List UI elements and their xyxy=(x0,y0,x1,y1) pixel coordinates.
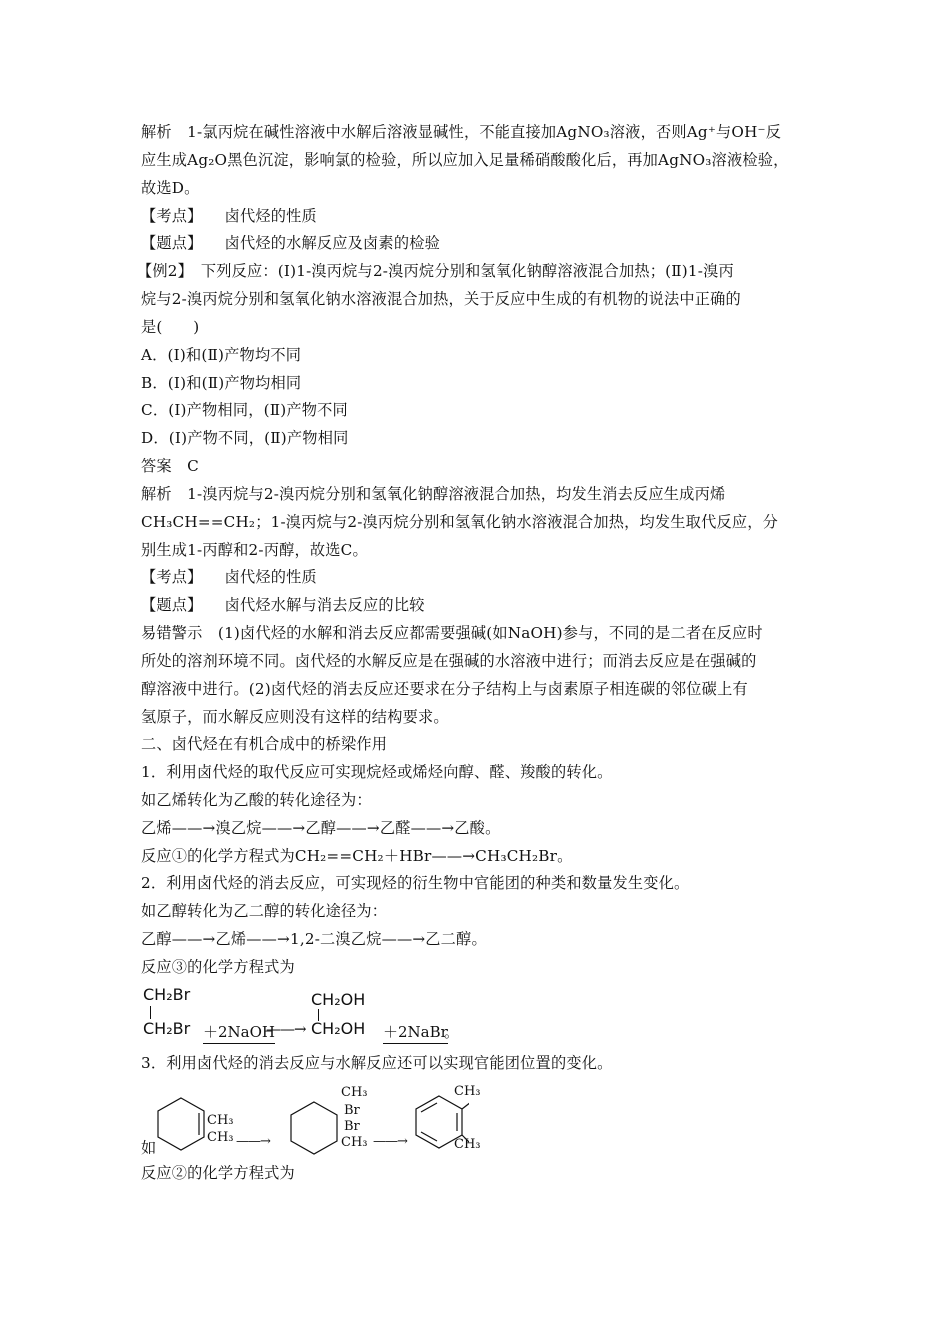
tidian-2 xyxy=(141,595,821,615)
point-2-path: 乙醇——→乙烯——→1,2-二溴乙烷——→乙二醇。 xyxy=(141,930,487,948)
option-a: A．(Ⅰ)和(Ⅱ)产物均不同 xyxy=(141,346,302,364)
s2-bromo-b: Br xyxy=(344,1119,360,1134)
s2-bromo-a: Br xyxy=(344,1103,360,1118)
ru-label: 如 xyxy=(141,1139,157,1157)
analysis-2-line-1: 解析 1-溴丙烷与2-溴丙烷分别和氢氧化钠醇溶液混合加热，均发生消去反应生成丙烯 xyxy=(141,485,726,503)
point-1: 1．利用卤代烃的取代反应可实现烷烃或烯烃向醇、醛、羧酸的转化。 xyxy=(141,763,613,781)
reaction-2-equation-label: 反应②的化学方程式为 xyxy=(141,1164,295,1182)
arrow-2: ——→ xyxy=(373,1134,407,1149)
warning-line-4: 氢原子，而水解反应则没有这样的结构要求。 xyxy=(141,708,449,726)
dimethylcyclohexene-ring-icon xyxy=(151,1096,211,1154)
structure-conversion xyxy=(141,1080,501,1160)
example-2-line-2: 烷与2-溴丙烷分别和氢氧化钠水溶液混合加热，关于反应中生成的有机物的说法中正确的 xyxy=(141,290,741,308)
warning-line-1: 易错警示 (1)卤代烃的水解和消去反应都需要强碱(如NaOH)参与，不同的是二者在反应时 xyxy=(141,624,763,642)
example-2-line-1: 【例2】 下列反应：(Ⅰ)1-溴丙烷与2-溴丙烷分别和氢氧化钠醇溶液混合加热；(Ⅱ)1-溴丙 xyxy=(137,262,734,280)
point-1-path: 乙烯——→溴乙烷——→乙醇——→乙醛——→乙酸。 xyxy=(141,819,501,837)
tidian-text: 卤代烃的水解反应及卤素的检验 xyxy=(224,234,440,252)
reaction-arrow: ——→ xyxy=(266,1020,306,1038)
point-3: 3．利用卤代烃的消去反应与水解反应还可以实现官能团位置的变化。 xyxy=(141,1054,613,1072)
analysis-1-line-3: 故选D。 xyxy=(141,179,200,197)
s3-methyl-top: CH₃ xyxy=(454,1084,481,1099)
option-c: C．(Ⅰ)产物相同，(Ⅱ)产物不同 xyxy=(141,401,348,419)
kaodian-text: 卤代烃的性质 xyxy=(224,207,317,225)
point-1-equation: 反应①的化学方程式为CH₂==CH₂＋HBr——→CH₃CH₂Br。 xyxy=(141,847,573,865)
tidian-1 xyxy=(141,233,821,253)
kaodian-1 xyxy=(141,206,821,226)
arrow-1: ——→ xyxy=(236,1134,270,1149)
reactant-bond xyxy=(150,1006,151,1019)
kaodian-tag: 【考点】 xyxy=(141,207,203,225)
reactant-top: CH₂Br xyxy=(143,985,191,1004)
section-2-title: 二、卤代烃在有机合成中的桥梁作用 xyxy=(141,735,388,753)
s3-methyl-bottom: CH₃ xyxy=(454,1137,481,1152)
period: 。 xyxy=(444,1023,460,1041)
kaodian-text: 卤代烃的性质 xyxy=(224,568,317,586)
point-2-example: 如乙醇转化为乙二醇的转化途径为： xyxy=(141,902,388,920)
analysis-1-line-1: 解析 1-氯丙烷在碱性溶液中水解后溶液显碱性，不能直接加AgNO₃溶液，否则Ag⁺与OH⁻反 xyxy=(141,123,782,141)
reaction-3-equation xyxy=(141,985,621,1045)
tidian-text: 卤代烃水解与消去反应的比较 xyxy=(224,596,425,614)
option-b: B．(Ⅰ)和(Ⅱ)产物均相同 xyxy=(141,374,302,392)
s2-methyl-top: CH₃ xyxy=(341,1085,368,1100)
tidian-tag: 【题点】 xyxy=(141,596,203,614)
example-2-line-3: 是( ) xyxy=(141,318,200,336)
option-d: D．(Ⅰ)产物不同，(Ⅱ)产物相同 xyxy=(141,429,349,447)
kaodian-2 xyxy=(141,567,821,587)
analysis-2-line-3: 别生成1-丙醇和2-丙醇，故选C。 xyxy=(141,541,368,559)
s1-methyl-b: CH₃ xyxy=(207,1130,234,1145)
analysis-2-line-2: CH₃CH==CH₂；1-溴丙烷与2-溴丙烷分别和氢氧化钠水溶液混合加热，均发生取代反应，分 xyxy=(141,513,779,531)
point-1-example: 如乙烯转化为乙酸的转化途径为： xyxy=(141,791,372,809)
analysis-1-line-2: 应生成Ag₂O黑色沉淀，影响氯的检验，所以应加入足量稀硝酸酸化后，再加AgNO₃溶液检验， xyxy=(141,151,789,169)
warning-line-3: 醇溶液中进行。(2)卤代烃的消去反应还要求在分子结构上与卤素原子相连碳的邻位碳上有 xyxy=(141,680,748,698)
point-2-equation-label: 反应③的化学方程式为 xyxy=(141,958,295,976)
reactant-bottom: CH₂Br xyxy=(143,1019,191,1038)
reagent-naoh: ＋2NaOH xyxy=(203,1021,275,1044)
s2-methyl-bottom: CH₃ xyxy=(341,1135,368,1150)
dibromo-cyclohexane-ring-icon xyxy=(284,1100,344,1158)
byproduct-nabr: ＋2NaBr xyxy=(383,1021,448,1044)
answer: 答案 C xyxy=(141,457,199,475)
point-2: 2．利用卤代烃的消去反应，可实现烃的衍生物中官能团的种类和数量发生变化。 xyxy=(141,874,690,892)
product-top: CH₂OH xyxy=(311,990,366,1009)
s1-methyl-a: CH₃ xyxy=(207,1113,234,1128)
tidian-tag: 【题点】 xyxy=(141,234,203,252)
warning-line-2: 所处的溶剂环境不同。卤代烃的水解反应是在强碱的水溶液中进行；而消去反应是在强碱的 xyxy=(141,652,757,670)
kaodian-tag: 【考点】 xyxy=(141,568,203,586)
product-bottom: CH₂OH xyxy=(311,1019,366,1038)
